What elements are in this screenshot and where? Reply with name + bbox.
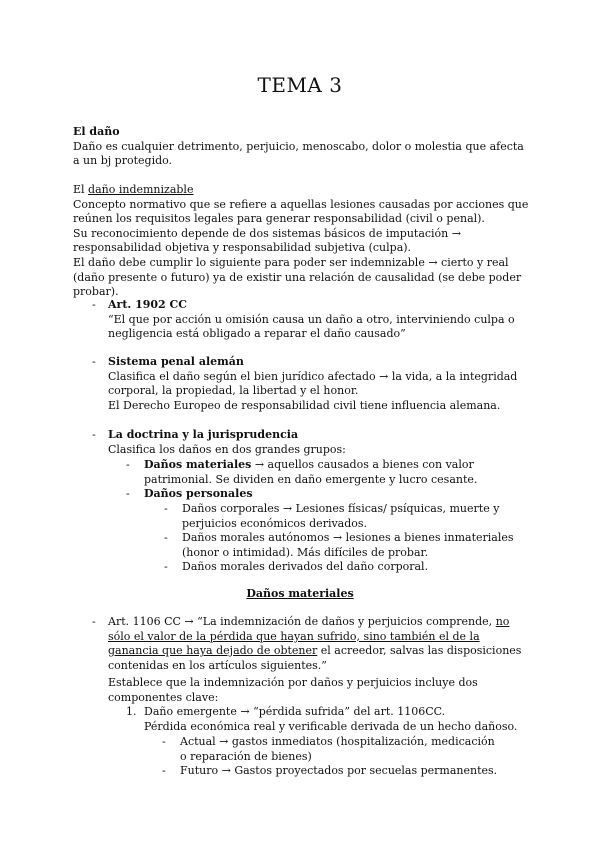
section-heading: El daño	[73, 125, 120, 138]
sub-sub-item	[162, 764, 502, 779]
sub-item-label: Daños materiales	[144, 458, 252, 471]
list-item-aleman	[92, 355, 532, 413]
quote-underlined: no sólo el valor de la pérdida que hayan sufrido, sino también el de la ganancia que haya dejado de obtener	[108, 615, 510, 658]
paragraph: El daño debe cumplir lo siguiente para poder ser indemnizable → cierto y real (daño presente o futuro) ya de existir una relación de causalidad (se debe poder probar).	[73, 255, 522, 299]
item-number: 1.	[126, 705, 137, 718]
bullet-dash: -	[92, 298, 96, 311]
section-heading-materiales	[0, 587, 600, 602]
sub-sub-list	[164, 502, 530, 575]
quote-start: Art. 1106 CC → “La indemnización de daños y perjuicios comprende,	[108, 615, 496, 628]
item-text	[108, 615, 526, 673]
section-indemnizable	[73, 183, 535, 300]
paragraph: Su reconocimiento depende de dos sistemas básicos de imputación → responsabilidad objetiva y responsabilidad subjetiva (culpa).	[73, 226, 461, 255]
item-text: Clasifica los daños en dos grandes grupos:	[108, 442, 346, 456]
heading-prefix: El	[73, 183, 89, 196]
sub-item-personales	[126, 487, 532, 502]
sub-sub-item-text: Futuro → Gastos proyectados por secuelas permanentes.	[180, 764, 498, 778]
bullet-dash: -	[162, 764, 166, 778]
sub-sub-item-text: Daños morales derivados del daño corporal.	[182, 560, 429, 574]
paragraph: Concepto normativo que se refiere a aquellas lesiones causadas por acciones que reúnen los requisitos legales para generar responsabilidad (civil o penal).	[73, 197, 529, 226]
bullet-dash: -	[126, 458, 130, 471]
sub-sub-item-text: Actual → gastos inmediatos (hospitalización, medicación o reparación de bienes)	[180, 735, 495, 763]
section-heading: Daños materiales	[246, 587, 354, 600]
bullet-dash: -	[164, 502, 168, 515]
section-heading	[73, 183, 535, 198]
bullet-dash: -	[92, 355, 96, 368]
numbered-item-1	[126, 705, 536, 778]
bullet-dash: -	[164, 560, 168, 574]
item-text: Pérdida económica real y verificable derivada de un hecho dañoso.	[144, 719, 518, 733]
page-title: TEMA 3	[257, 73, 343, 97]
heading-underlined: daño indemnizable	[88, 183, 194, 196]
bullet-dash: -	[92, 615, 96, 628]
sub-sub-item	[164, 502, 530, 531]
section-dano	[73, 125, 533, 169]
item-text: Daño emergente → “pérdida sufrida” del art. 1106CC.	[144, 705, 446, 718]
sub-item-materiales	[126, 458, 532, 487]
item-heading: Sistema penal alemán	[108, 355, 244, 368]
sub-item-text	[144, 458, 532, 487]
sub-sub-item	[164, 531, 530, 560]
sub-item-label: Daños personales	[144, 487, 253, 500]
item-text: Clasifica el daño según el bien jurídico afectado → la vida, a la integridad corporal, la propiedad, la libertad y el honor.	[108, 369, 518, 398]
sub-item-description: → aquellos causados a bienes con valor patrimonial. Se dividen en daño emergente y lucro cesante.	[144, 458, 478, 486]
bullet-dash: -	[162, 735, 166, 748]
item-text: El Derecho Europeo de responsabilidad civil tiene influencia alemana.	[108, 398, 501, 412]
list-item-art1902	[92, 298, 532, 342]
bullet-dash: -	[126, 487, 130, 500]
sub-sub-item-text: Daños corporales → Lesiones físicas/ psíquicas, muerte y perjuicios económicos derivados.	[182, 502, 500, 530]
sub-sub-list	[162, 735, 502, 779]
list-item-doctrina	[92, 428, 532, 574]
bullet-dash: -	[92, 428, 96, 441]
item-heading: La doctrina y la jurisprudencia	[108, 428, 299, 441]
sub-sub-item	[164, 560, 530, 575]
sub-sub-item-text: Daños morales autónomos → lesiones a bienes inmateriales (honor o intimidad). Más difíciles de probar.	[182, 531, 514, 559]
bullet-dash: -	[164, 531, 168, 545]
item-text: “El que por acción u omisión causa un daño a otro, interviniendo culpa o negligencia está obligado a reparar el daño causado”	[108, 312, 515, 341]
paragraph: Establece que la indemnización por daños y perjuicios incluye dos componentes clave:	[108, 676, 478, 704]
paragraph-establece	[108, 676, 528, 705]
list-item-art1106	[92, 615, 526, 673]
quote-end: el acreedor, salvas las disposiciones contenidas en los artículos siguientes.”	[108, 644, 522, 672]
paragraph: Daño es cualquier detrimento, perjuicio, menoscabo, dolor o molestia que afecta a un bj protegido.	[73, 139, 524, 168]
item-heading: Art. 1902 CC	[108, 298, 188, 311]
sub-sub-item	[162, 735, 502, 764]
